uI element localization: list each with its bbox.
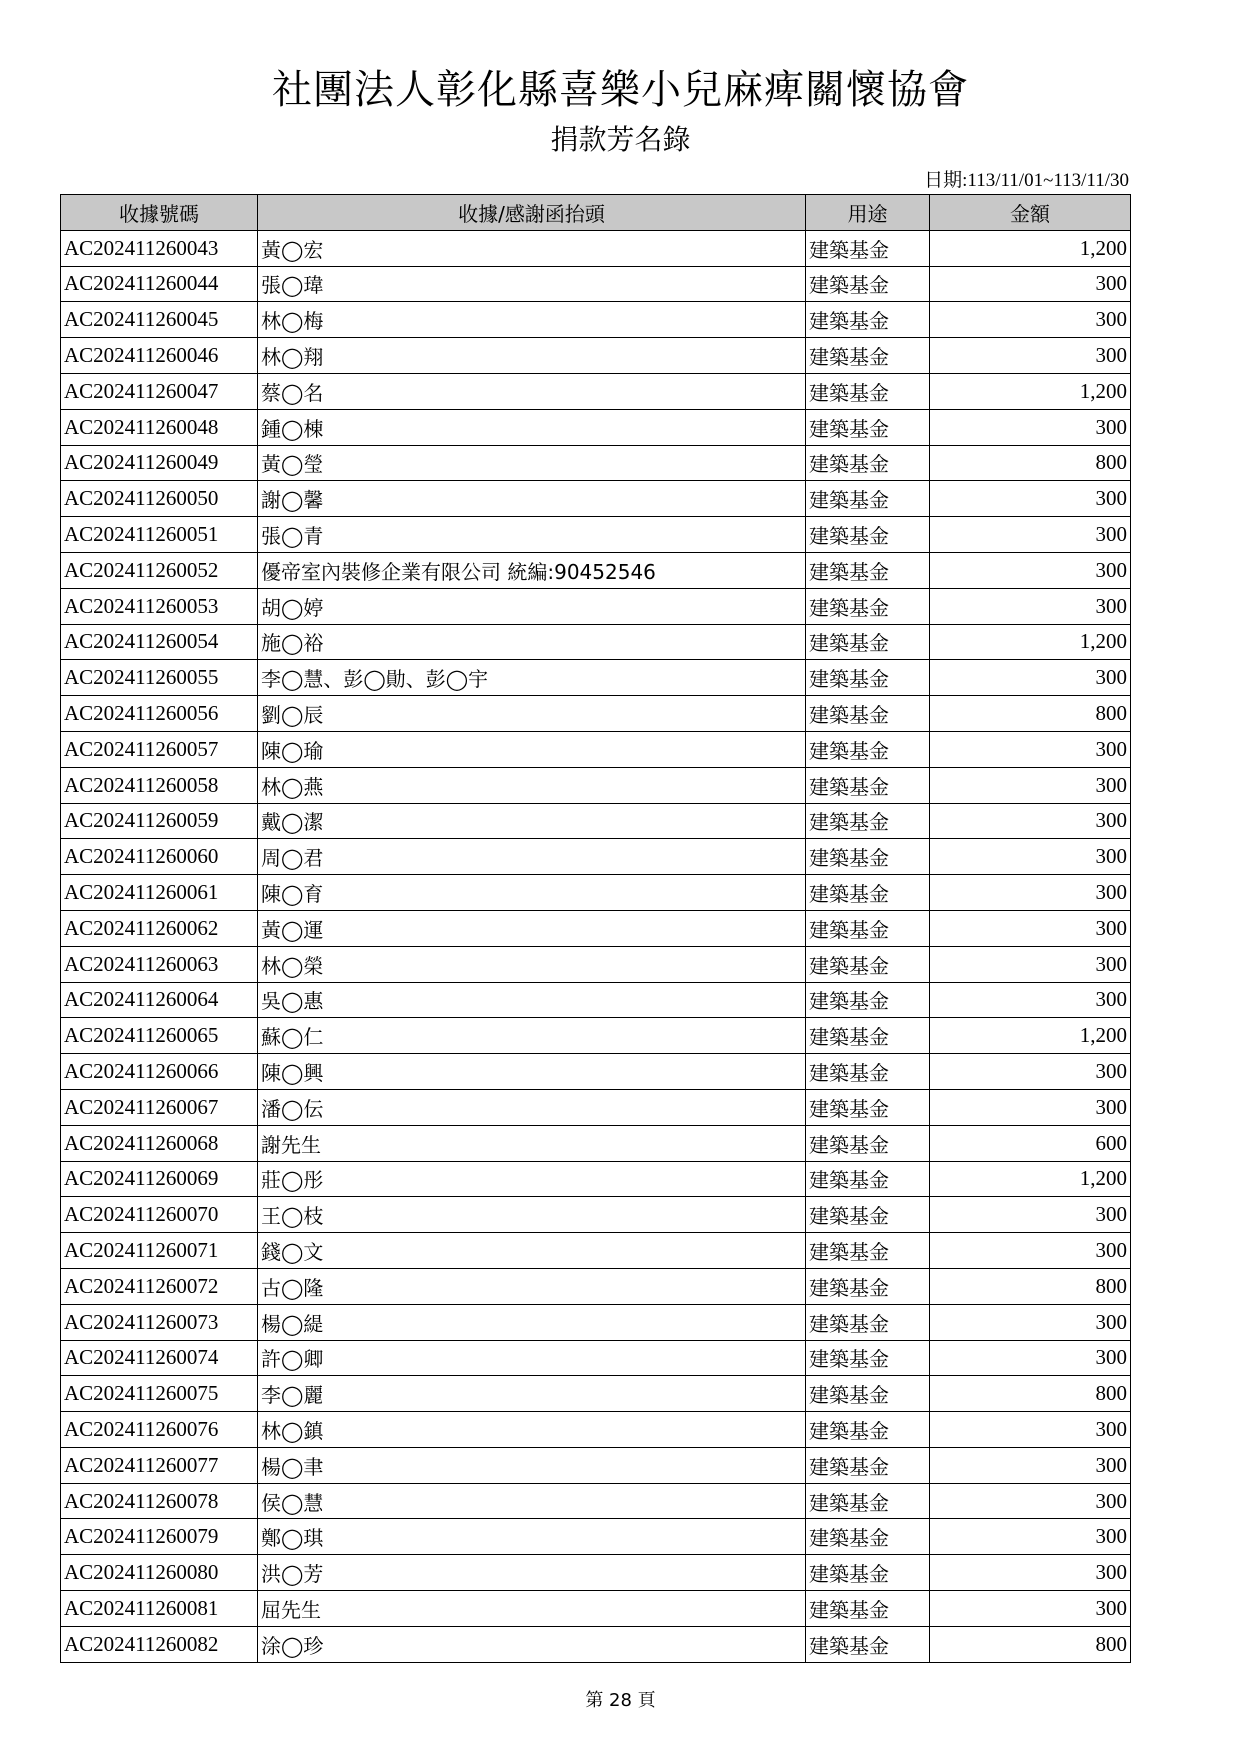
title-cell: 優帝室內裝修企業有限公司 統編:90452546 [258,552,806,588]
purpose-cell: 建築基金 [806,1304,930,1340]
table-body [61,230,1131,1662]
purpose-cell: 建築基金 [806,624,930,660]
table-row [61,1125,1131,1161]
amount-cell: 800 [930,1626,1131,1662]
purpose-cell: 建築基金 [806,731,930,767]
title-cell: 林◯鎮 [258,1412,806,1448]
table-row [61,302,1131,338]
amount-cell: 300 [930,660,1131,696]
amount-cell: 300 [930,982,1131,1018]
purpose-cell: 建築基金 [806,982,930,1018]
table-row [61,230,1131,266]
amount-cell: 300 [930,875,1131,911]
receipt-no-cell: AC202411260058 [61,767,258,803]
donation-table [60,194,1131,1663]
table-row [61,338,1131,374]
purpose-cell: 建築基金 [806,373,930,409]
table-row [61,1197,1131,1233]
receipt-no-cell: AC202411260078 [61,1483,258,1519]
amount-cell: 300 [930,1591,1131,1627]
table-row [61,696,1131,732]
title-cell: 洪◯芳 [258,1555,806,1591]
table-row [61,1626,1131,1662]
table-row [61,1268,1131,1304]
amount-cell: 300 [930,517,1131,553]
table-row [61,1233,1131,1269]
purpose-cell: 建築基金 [806,839,930,875]
purpose-cell: 建築基金 [806,803,930,839]
table-row [61,1054,1131,1090]
amount-cell: 300 [930,481,1131,517]
amount-cell: 1,200 [930,373,1131,409]
column-header-title: 收據/感謝函抬頭 [258,195,806,231]
table-row [61,266,1131,302]
document-subtitle: 捐款芳名錄 [550,123,691,156]
amount-cell: 300 [930,946,1131,982]
amount-cell: 600 [930,1125,1131,1161]
purpose-cell: 建築基金 [806,660,930,696]
table-row [61,1519,1131,1555]
purpose-cell: 建築基金 [806,1483,930,1519]
receipt-no-cell: AC202411260059 [61,803,258,839]
purpose-cell: 建築基金 [806,696,930,732]
receipt-no-cell: AC202411260051 [61,517,258,553]
receipt-no-cell: AC202411260044 [61,266,258,302]
table-row [61,731,1131,767]
table-row [61,481,1131,517]
table-row [61,803,1131,839]
receipt-no-cell: AC202411260063 [61,946,258,982]
amount-cell: 300 [930,1197,1131,1233]
title-cell: 侯◯慧 [258,1483,806,1519]
receipt-no-cell: AC202411260079 [61,1519,258,1555]
receipt-no-cell: AC202411260065 [61,1018,258,1054]
receipt-no-cell: AC202411260067 [61,1089,258,1125]
purpose-cell: 建築基金 [806,409,930,445]
purpose-cell: 建築基金 [806,1340,930,1376]
table-row [61,409,1131,445]
amount-cell: 800 [930,1268,1131,1304]
amount-cell: 300 [930,910,1131,946]
title-cell: 鄭◯琪 [258,1519,806,1555]
purpose-cell: 建築基金 [806,1412,930,1448]
table-row [61,839,1131,875]
title-cell: 莊◯彤 [258,1161,806,1197]
purpose-cell: 建築基金 [806,266,930,302]
receipt-no-cell: AC202411260061 [61,875,258,911]
receipt-no-cell: AC202411260075 [61,1376,258,1412]
table-row [61,588,1131,624]
purpose-cell: 建築基金 [806,1591,930,1627]
amount-cell: 300 [930,839,1131,875]
receipt-no-cell: AC202411260047 [61,373,258,409]
table-row [61,1376,1131,1412]
receipt-no-cell: AC202411260043 [61,230,258,266]
date-range: 日期:113/11/01~113/11/30 [924,170,1129,191]
column-header-receipt-no: 收據號碼 [61,195,258,231]
amount-cell: 300 [930,1483,1131,1519]
receipt-no-cell: AC202411260048 [61,409,258,445]
table-row [61,875,1131,911]
amount-cell: 300 [930,266,1131,302]
purpose-cell: 建築基金 [806,517,930,553]
title-cell: 林◯榮 [258,946,806,982]
title-cell: 黃◯瑩 [258,445,806,481]
table-row [61,1340,1131,1376]
table-row [61,1412,1131,1448]
table-row [61,552,1131,588]
title-cell: 施◯裕 [258,624,806,660]
purpose-cell: 建築基金 [806,1054,930,1090]
table-row [61,1018,1131,1054]
title-cell: 錢◯文 [258,1233,806,1269]
amount-cell: 800 [930,1376,1131,1412]
receipt-no-cell: AC202411260060 [61,839,258,875]
receipt-no-cell: AC202411260072 [61,1268,258,1304]
amount-cell: 1,200 [930,624,1131,660]
purpose-cell: 建築基金 [806,1018,930,1054]
amount-cell: 300 [930,338,1131,374]
title-cell: 黃◯宏 [258,230,806,266]
receipt-no-cell: AC202411260073 [61,1304,258,1340]
title-cell: 林◯燕 [258,767,806,803]
title-cell: 楊◯聿 [258,1447,806,1483]
purpose-cell: 建築基金 [806,588,930,624]
receipt-no-cell: AC202411260080 [61,1555,258,1591]
purpose-cell: 建築基金 [806,302,930,338]
title-cell: 李◯麗 [258,1376,806,1412]
receipt-no-cell: AC202411260054 [61,624,258,660]
table-header-row [61,195,1131,231]
table-row [61,445,1131,481]
table-row [61,1304,1131,1340]
table-row [61,982,1131,1018]
title-cell: 許◯卿 [258,1340,806,1376]
purpose-cell: 建築基金 [806,445,930,481]
receipt-no-cell: AC202411260056 [61,696,258,732]
column-header-amount: 金額 [930,195,1131,231]
title-cell: 陳◯育 [258,875,806,911]
purpose-cell: 建築基金 [806,767,930,803]
purpose-cell: 建築基金 [806,552,930,588]
purpose-cell: 建築基金 [806,1626,930,1662]
receipt-no-cell: AC202411260071 [61,1233,258,1269]
purpose-cell: 建築基金 [806,1233,930,1269]
receipt-no-cell: AC202411260082 [61,1626,258,1662]
receipt-no-cell: AC202411260049 [61,445,258,481]
receipt-no-cell: AC202411260064 [61,982,258,1018]
amount-cell: 300 [930,803,1131,839]
title-cell: 陳◯興 [258,1054,806,1090]
amount-cell: 300 [930,302,1131,338]
receipt-no-cell: AC202411260074 [61,1340,258,1376]
title-cell: 蘇◯仁 [258,1018,806,1054]
amount-cell: 1,200 [930,1018,1131,1054]
table-row [61,1447,1131,1483]
purpose-cell: 建築基金 [806,1376,930,1412]
title-cell: 謝先生 [258,1125,806,1161]
receipt-no-cell: AC202411260050 [61,481,258,517]
amount-cell: 300 [930,1412,1131,1448]
organization-title: 社團法人彰化縣喜樂小兒麻痺關懷協會 [272,67,969,113]
receipt-no-cell: AC202411260068 [61,1125,258,1161]
purpose-cell: 建築基金 [806,1447,930,1483]
purpose-cell: 建築基金 [806,1268,930,1304]
receipt-no-cell: AC202411260045 [61,302,258,338]
table-row [61,1089,1131,1125]
amount-cell: 300 [930,409,1131,445]
title-cell: 吳◯惠 [258,982,806,1018]
receipt-no-cell: AC202411260070 [61,1197,258,1233]
receipt-no-cell: AC202411260069 [61,1161,258,1197]
title-cell: 鍾◯棟 [258,409,806,445]
title-cell: 李◯慧、彭◯勛、彭◯宇 [258,660,806,696]
purpose-cell: 建築基金 [806,230,930,266]
table-row [61,1161,1131,1197]
title-cell: 王◯枝 [258,1197,806,1233]
table-row [61,660,1131,696]
purpose-cell: 建築基金 [806,1125,930,1161]
title-cell: 張◯瑋 [258,266,806,302]
title-cell: 涂◯珍 [258,1626,806,1662]
title-cell: 楊◯緹 [258,1304,806,1340]
title-cell: 黃◯運 [258,910,806,946]
receipt-no-cell: AC202411260052 [61,552,258,588]
receipt-no-cell: AC202411260057 [61,731,258,767]
title-cell: 林◯翔 [258,338,806,374]
amount-cell: 300 [930,1519,1131,1555]
amount-cell: 300 [930,1089,1131,1125]
table-row [61,946,1131,982]
purpose-cell: 建築基金 [806,1197,930,1233]
title-cell: 戴◯潔 [258,803,806,839]
receipt-no-cell: AC202411260081 [61,1591,258,1627]
purpose-cell: 建築基金 [806,481,930,517]
amount-cell: 800 [930,445,1131,481]
amount-cell: 300 [930,767,1131,803]
purpose-cell: 建築基金 [806,946,930,982]
receipt-no-cell: AC202411260046 [61,338,258,374]
amount-cell: 300 [930,731,1131,767]
title-cell: 謝◯馨 [258,481,806,517]
amount-cell: 1,200 [930,230,1131,266]
receipt-no-cell: AC202411260076 [61,1412,258,1448]
purpose-cell: 建築基金 [806,875,930,911]
title-cell: 潘◯伝 [258,1089,806,1125]
purpose-cell: 建築基金 [806,1161,930,1197]
amount-cell: 300 [930,552,1131,588]
title-cell: 胡◯婷 [258,588,806,624]
amount-cell: 300 [930,1447,1131,1483]
receipt-no-cell: AC202411260066 [61,1054,258,1090]
purpose-cell: 建築基金 [806,338,930,374]
title-cell: 林◯梅 [258,302,806,338]
table-row [61,373,1131,409]
amount-cell: 300 [930,1233,1131,1269]
page-number: 第 28 頁 [585,1690,656,1711]
receipt-no-cell: AC202411260062 [61,910,258,946]
amount-cell: 300 [930,588,1131,624]
amount-cell: 1,200 [930,1161,1131,1197]
table-row [61,910,1131,946]
receipt-no-cell: AC202411260055 [61,660,258,696]
table-row [61,517,1131,553]
purpose-cell: 建築基金 [806,1519,930,1555]
table-row [61,624,1131,660]
title-cell: 劉◯辰 [258,696,806,732]
amount-cell: 300 [930,1054,1131,1090]
table-row [61,1483,1131,1519]
receipt-no-cell: AC202411260077 [61,1447,258,1483]
title-cell: 古◯隆 [258,1268,806,1304]
table-row [61,1555,1131,1591]
amount-cell: 300 [930,1555,1131,1591]
amount-cell: 300 [930,1340,1131,1376]
receipt-no-cell: AC202411260053 [61,588,258,624]
title-cell: 蔡◯名 [258,373,806,409]
title-cell: 張◯青 [258,517,806,553]
title-cell: 屈先生 [258,1591,806,1627]
amount-cell: 800 [930,696,1131,732]
table-row [61,767,1131,803]
title-cell: 周◯君 [258,839,806,875]
purpose-cell: 建築基金 [806,910,930,946]
table-row [61,1591,1131,1627]
title-cell: 陳◯瑜 [258,731,806,767]
column-header-purpose: 用途 [806,195,930,231]
amount-cell: 300 [930,1304,1131,1340]
purpose-cell: 建築基金 [806,1089,930,1125]
purpose-cell: 建築基金 [806,1555,930,1591]
